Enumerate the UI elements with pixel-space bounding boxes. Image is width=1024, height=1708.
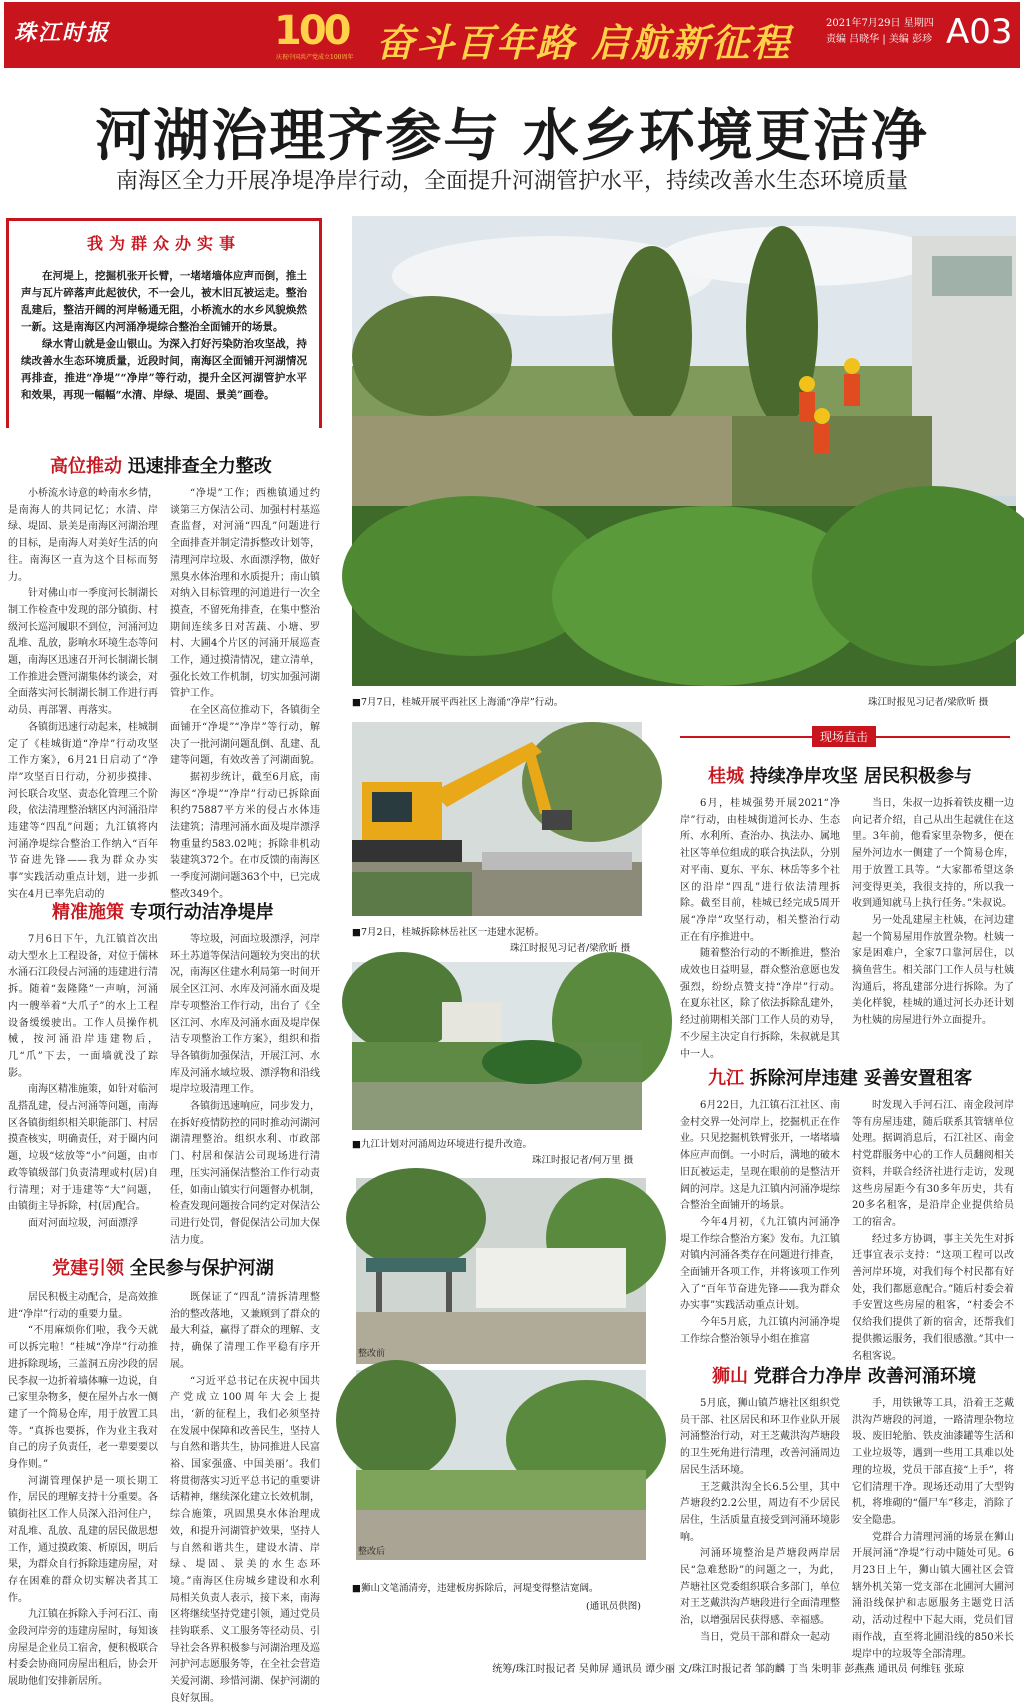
section1-col-b <box>170 486 320 900</box>
section3-col-a <box>8 1290 158 1688</box>
issue-date: 2021年7月29日 星期四 <box>826 18 934 29</box>
headline: 河湖治理齐参与 水乡环境更洁净 <box>95 104 929 169</box>
section-head-black: 拆除河岸违建 妥善安置租客 <box>749 1068 972 1089</box>
paragraph: 6月22日，九江镇石江社区、南金村交界一处河岸上，挖掘机正在作业。只见挖掘机铁臂张开，一堵堵墙体应声而倒。一小时后，满地的破木旧瓦被运走，呈现在眼前的是整洁开阔的河岸。这是九江镇内河涌净堤综合整治全面铺开的场景。 <box>680 1100 840 1212</box>
paragraph: 随着整治行动的不断推进，整治成效也日益明显，群众整治意愿也发强烈，纷纷点赞支持“净岸”行动。在夏东社区，除了依法拆除乱建外，经过前期相关部门工作人员的劝导，不少屋主决定自行拆除，朱叔就是其中一人。 <box>680 948 840 1060</box>
section-head-red: 九江 <box>708 1068 744 1089</box>
slogan: 奋斗百年路 启航新征程 <box>376 20 792 65</box>
after-illustration <box>356 1370 646 1560</box>
paragraph: “习近平总书记在庆祝中国共产党成立100周年大会上提出，‘新的征程上，我们必须坚持在发展中保障和改善民生，坚持人与自然和谐共生，协同推进人民富裕、国家强盛、中国美丽’。我们将贯彻落实习近平总书记的重要讲话精神，继续深化建立长效机制，综合施策，巩固黑臭水体治理成效，和提升河湖管护效果，坚持人与自然和谐共生，建设水清、岸绿、堤固、景美的水生态环境。”南海区住房城乡建设和水利局相关负责人表示，接下来，南海区将继续坚持党建引领，通过党员挂钩联系、义工服务等径动员、引导社会各界积极参与河湖治理及巡河护河志愿服务等，在全社会营造关爱河湖、珍惜河湖、保护河湖的良好氛围。 <box>170 1375 320 1704</box>
paragraph: “不用麻烦你们啦，我今天就可以拆完啦！”桂城“净岸”行动推进拆除现场，三盖洞五房沙段的居民李叔一边折着墙体嘛一边说，自己家里杂物多，便在屋外占水一侧建了一个简易仓库，用于放置工具等。“真拆也要拆，作为业主我对自己的房子负责任，老一辈要要以身作则。” <box>8 1325 158 1471</box>
paragraph: 6月，桂城强势开展2021“净岸”行动，由桂城街道河长办、生态所、水利所、查治办、执法办、属地社区等单位组成的联合执法队，分别对平南、夏东、平东、林岳等多个社区的沿岸“四乱”进行依法清理拆除。截至目前，桂城已经完成5周开展“净岸”攻坚行动，相关整治行动正在有序推进中。 <box>680 798 840 943</box>
paragraph: 既保证了“四乱”清拆清理整治的整改落地，又兼顾到了群众的最大利益，赢得了群众的理解、支持，确保了清理工作平稳有序开展。 <box>170 1292 320 1370</box>
paragraph: 等垃圾，河面垃圾漂浮，河岸环土苏道等保洁问题较为突出的状况，南海区住建水利局第一时间开展全区江河、水库及河涌水面及堤岸专项整治工作行动，出台了《全区江河、水库及河涌水面及堤岸保洁专项整治工作方案》，组织和指导各镇街加强保洁，开展江河、水库及河涌水域垃圾、漂浮物和沿线堤岸垃圾清理工作。 <box>170 934 320 1096</box>
photo-credit: 珠江时报记者/何万里 摄 <box>532 1155 634 1166</box>
byline-footer: 统筹/珠江时报记者 吴帅屏 通讯员 谭少丽 文/珠江时报记者 邹韵麟 丁当 朱明菲 彭燕燕 通讯员 何维钰 张琼 <box>492 1664 964 1675</box>
paragraph: 河涌环境整治是芦塘段两岸居民“急难愁盼”的问题之一，为此，芦塘社区党委组织联合多部门，单位对王芝戴洪沟芦塘段进行全面清理整治，以增强居民获得感、幸福感。 <box>680 1548 840 1627</box>
intro-box <box>6 218 322 428</box>
subheadline: 南海区全力开展净堤净岸行动，全面提升河湖管护水平，持续改善水生态环境质量 <box>115 169 908 194</box>
paragraph: 九江镇在拆除入手河石江、南金段河岸旁的违建房屋时，每知该房屋是企业员工宿舍，便积极联合村委会协商同房屋出租后，协会开展助他们安排新居所。 <box>8 1609 158 1688</box>
paragraph: 7月6日下午，九江镇首次出动大型水上工程设备，对位于儒林水涌石江段侵占河涌的违建进行清拆。随着“轰隆隆”一声响，河涌内一艘举着“大爪子”的水上工程设备缓缓驶出。工作人员操作机械，按河涌沿岸违建物后，几“爪”下去，一面墙就没了踪影。 <box>8 934 158 1079</box>
paragraph: 5月底，狮山镇芦塘社区组织党员干部、社区居民和环卫作业队开展河涌整治行动，对王芝戴洪沟芦塘段的卫生死角进行清理，改善河涌周边居民生活环境。 <box>680 1398 840 1476</box>
section-head-black: 专项行动洁净堤岸 <box>129 902 274 923</box>
paragraph: 另一处乱建屋主杜姨，在河边建起一个简易屋用作放置杂物。杜姨一家是困难户，全家7口靠河居住，以摘鱼营生。相关部门工作人员与杜姨沟通后，将乱建部分进行拆除。为了美化样貌，桂城的通过河长办还计划为杜姨的房屋进行外立面提升。 <box>852 914 1014 1027</box>
before-photo <box>356 1178 646 1364</box>
centenary-logo <box>274 8 354 60</box>
section2-col-a <box>8 932 158 1240</box>
paragraph: 时发现入手河石江、南金段河岸等有房屋违建，随后联系其管辖单位处理。据调消息后，石江社区、南金村党群服务中心的工作人员翻阅相关资料，并联合经济社进行走访，发现这些房屋距今有30多年历史，共有20多名租客，是沿岸企业提供给员工的宿舍。 <box>852 1100 1014 1228</box>
excavator-illustration <box>352 722 642 916</box>
intro-paragraph: 绿水青山就是金山银山。为深入打好污染防治攻坚战，持续改善水生态环境质量，近段时间，南海区全面铺开河湖情况再排查，推进“净堤”“净岸”等行动，提升全区河湖管护水平和效果，再现一幅幅“水清、岸绿、堤固、景美”画卷。 <box>21 338 307 401</box>
section-head-1 <box>50 452 272 478</box>
section-head-2 <box>52 898 274 924</box>
paragraph: 手，用铁锹等工具，沿着王芝戴洪沟芦塘段的河道，一路清理杂物垃圾、废旧轮胎、铁皮油漆罐等生活和工业垃圾等，遇到一些用工具难以处理的垃圾，党员干部直接“上手”，将它们清理干净。现场还动用了大型钩机，将堆砌的“僵尸车”移走，消除了安全隐患。 <box>852 1398 1014 1526</box>
river-houses-illustration <box>352 962 642 1130</box>
paragraph: “净堤”工作；西樵镇通过约谈第三方保洁公司、加强村村基巡查监督，对河涌“四乱”问题进行全面排查并制定清拆整改计划等，清理河岸垃圾、水面漂浮物，做好黑臭水体治理和水质提升；南山镇对纳入目标管理的河道进行一次全摸查，不留死角排查，在集中整治期间连续多日对苦蔬、小塘、罗村、大圃4个片区的河涌开展巡查工作，通过摸清情况，建立清单，强化长效工作机制，切实加强河湖管护工作。 <box>170 488 320 700</box>
section-head-red: 高位推动 <box>50 456 122 477</box>
paragraph: 居民积极主动配合，是高效推进“净岸”行动的重要力量。 <box>8 1292 158 1320</box>
photo-credit: 珠江时报见习记者/梁欣昕 摄 <box>510 943 631 954</box>
section-head-red: 狮山 <box>712 1366 748 1387</box>
shishan-head <box>712 1362 976 1388</box>
section-head-black: 全民参与保护河湖 <box>129 1258 274 1279</box>
jiujiang-head <box>708 1064 972 1090</box>
paragraph: 针对佛山市一季度河长制湖长制工作检查中发现的部分镇街、村级河长巡河履职不到位，河涌河边乱堆、乱放，影响水环境生态等问题，南海区迅速召开河长制湖长制工作推进会暨河湖集体约谈会，对全面落实河长制湖长制工作进行再动员、再部署、再落实。 <box>8 588 158 717</box>
photo-caption: ■狮山文笔涌清旁，违建板房拆除后，河堤变得整洁宽阔。 <box>352 1583 599 1594</box>
jiujiang-col-a <box>680 1098 840 1345</box>
riverbank-workers-illustration <box>352 216 1016 686</box>
paragraph: 南海区精准施策，如针对临河乱搭乱建，侵占河涌等问题，南海区各镇街组织相关职能部门、村居摸查核实，明确责任，对于圈内问题，垃圾“炫放等“小”问题，由市政等镇级部门负责清理或村(居)自行清理；对于违建等“大”问题，由镇街主导拆除，村(居)配合。 <box>8 1084 158 1213</box>
section-head-3 <box>52 1254 274 1280</box>
editors: 责编 吕晓华 | 美编 彭珍 <box>826 34 933 45</box>
main-photo <box>352 216 1016 686</box>
intro-paragraph: 在河堤上，挖掘机张开长臂，一堵堵墙体应声而倒，推土声与瓦片碎落声此起彼伏，不一会儿，被木旧瓦被运走。整治乱建后，整洁开阔的河岸畅通无阻，小桥流水的水乡风貌焕然一新。这是南海区内河涌净堤综合整治全面铺开的场景。 <box>21 270 307 333</box>
section-head-red: 精准施策 <box>52 902 124 923</box>
paper-name: 珠江时报 <box>14 20 111 46</box>
river-photo <box>352 962 642 1130</box>
section-head-black: 持续净岸攻坚 居民积极参与 <box>749 766 972 787</box>
paragraph: 各镇街迅速响应，同步发力，在拆好疫情防控的同时推动河湖河湖清理整治。组织水利、市政部门、村居和保洁公司现场进行清理，压实河涌保洁整治工作行动责任，如南山镇实行问题督办机制，检查发现问题按合同约定对保洁公司进行处罚，督促保洁公司加大保洁力度。 <box>170 1101 320 1246</box>
shishan-col-b <box>852 1396 1014 1660</box>
logo-caption: 庆祝中国共产党成立100周年 <box>276 54 354 61</box>
section-head-black: 迅速排查全力整改 <box>127 456 272 477</box>
photo-credit: (通讯员供图) <box>586 1601 641 1612</box>
page-number: A03 <box>946 12 1013 52</box>
paragraph: 当日，朱叔一边拆着铁皮棚一边向记者介绍，自己从出生起就住在这里。3年前，他看家里杂物多，便在屋外河边水一侧建了一个简易仓库，用于放置工具等。“大家都希望这条河变得更美，我很支持的，所以我一收到通知就马上执行任务。”朱叔说。 <box>852 798 1014 910</box>
paragraph: 王芝戴洪沟全长6.5公里，其中芦塘段约2.2公里，周边有不少居民居住，生活质量直接受到河涌环境影响。 <box>680 1481 840 1543</box>
paragraph: 各镇街迅速行动起来，桂城制定了《桂城街道“净岸”行动攻坚工作方案》，6月21日启动了“净岸”攻坚百日行动，分初步摸排、河长联合攻坚、责态化管理三个阶段，依法清理整治辖区内河涌沿岸违建等“四乱”问题；九江镇将内河涌净堤综合整治工作纳入“百年节奋进先锋——我为群众办实事”实践活动重点计划，进一步抓实在4月已率先启动的 <box>8 721 158 900</box>
photo-caption: ■7月2日，桂城拆除林岳社区一违建水泥桥。 <box>352 927 545 938</box>
guicheng-col-a <box>680 796 840 1060</box>
section2-col-b <box>170 932 320 1246</box>
masthead <box>4 2 1020 68</box>
after-photo <box>356 1370 646 1560</box>
paragraph: 河湖管理保护是一项长期工作，居民的理解支持十分重要。各镇街社区工作人员深入沿河住户，对乱堆、乱放、乱建的居民做思想工作，通过摸政策、析原因，明后果，为群众自行拆除违建房屋，对存在困难的群众切实解决者其工作。 <box>8 1475 158 1604</box>
section3-col-b <box>170 1290 320 1704</box>
paragraph: 今年4月初，《九江镇内河涌净堤工作综合整治方案》发布。九江镇对镇内河涌各类存在问题进行排查，全面铺开各项工作，并将该项工作列入了“百年节奋进先锋——我为群众办实事”实践活动重点计划。 <box>680 1216 840 1312</box>
paragraph: 今年5月底，九江镇内河涌净堤工作综合整治领导小组在推富 <box>680 1317 840 1345</box>
guicheng-col-b <box>852 796 1014 1046</box>
paragraph: 据初步统计，截至6月底，南海区“净堤”“净岸”行动已拆除面积约75887平方米的侵占水体违法建筑；清理河涌水面及堤岸漂浮物重量约583.02吨；拆除非机动装建筑372个。在市反馈的南海区一季度河湖问题363个中，已完成整改349个。 <box>170 771 320 900</box>
before-illustration <box>356 1178 646 1364</box>
live-tag: 现场直击 <box>812 726 876 747</box>
after-label: 整改后 <box>358 1547 386 1557</box>
shishan-col-a <box>680 1396 840 1654</box>
paragraph: 经过多方协调，事主关先生对拆迁事宜表示支持：“这项工程可以改善河岸环境，对我们每个村民都有好处，我们都愿意配合。”随后村委会着手安置这些房屋的租客，“村委会不仅给我们提供了新的宿舍，还帮我们提供搬运服务，我们很感激。”其中一名租客说。 <box>852 1233 1014 1362</box>
paragraph: 党群合力清理河涌的场景在狮山开展河涌“净堤”行动中随处可见。6月23日上午，狮山镇大圃社区会管辖外机关第一党支部在北圃河大圃河涌沿线保护和志愿服务主题党日活动，活动过程中下起大雨，党员们冒雨作战，直至将北圃沿线的850米长堤岸中的垃圾等全部清理。 <box>852 1531 1014 1660</box>
intro-title: 我为群众办实事 <box>86 234 241 253</box>
paragraph: 小桥流水诗意的岭南水乡情，是南海人的共同记忆；水清、岸绿、堤固、景美是南海区河湖治理的目标，是南海人对美好生活的向往。南海区一直为这个目标而努力。 <box>8 488 158 583</box>
before-label: 整改前 <box>358 1349 386 1359</box>
excavator-photo <box>352 722 642 916</box>
section-head-red: 党建引领 <box>52 1258 124 1279</box>
paragraph: 面对河面垃圾，河面漂浮 <box>28 1217 138 1229</box>
paragraph: 当日，党员干部和群众一起动 <box>700 1631 830 1643</box>
section1-col-a <box>8 486 158 900</box>
paragraph: 在全区高位推动下，各镇街全面铺开“净堤”“净岸”等行动，解决了一批河湖问题乱倒、乱建、乱建等问题，有效改善了河湖面貌。 <box>170 705 320 767</box>
section-head-red: 桂城 <box>708 766 744 787</box>
logo-number: 100 <box>274 8 349 54</box>
photo-credit: 珠江时报见习记者/梁欣昕 摄 <box>868 697 989 708</box>
section-head-black: 党群合力净岸 改善河涌环境 <box>753 1366 976 1387</box>
photo-caption: ■7月7日，桂城开展平西社区上海涌“净岸”行动。 <box>352 697 564 708</box>
jiujiang-col-b <box>852 1098 1014 1362</box>
guicheng-head <box>708 762 972 788</box>
photo-caption: ■九江计划对河涌周边环境进行提升改造。 <box>352 1139 532 1150</box>
